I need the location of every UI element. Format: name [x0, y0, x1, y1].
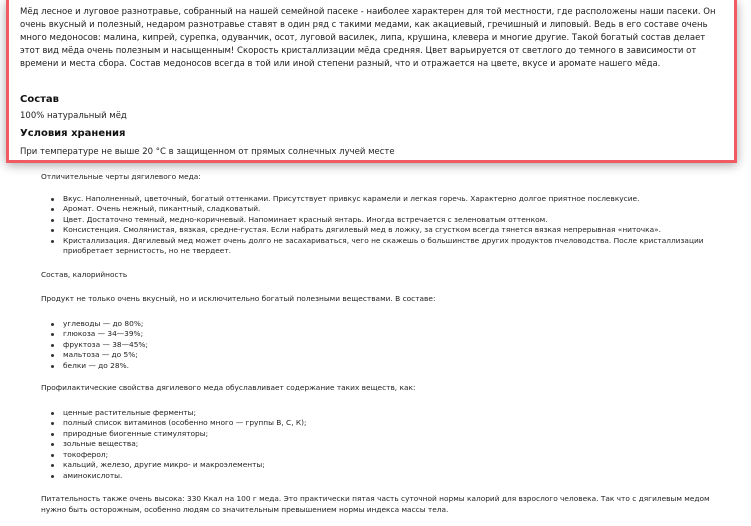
list-item: кальций, железо, другие микро- и макроэлементы; — [63, 460, 731, 471]
composition-text: 100% натуральный мёд — [20, 111, 127, 121]
nutrition-text: Питательность также очень высока: 330 Ккал на 100 г меда. Это практически пятая часть суточной нормы калорий для взрослого человека. Так что с дягилевым медом нужно быть осторожным, особенно людям со значительным превышением нормы индекса массы тела. — [41, 494, 710, 514]
list-item: ценные растительные ферменты; — [63, 408, 731, 419]
list-item: глюкоза — 34—39%; — [63, 329, 731, 340]
list-item: токоферол; — [63, 450, 731, 461]
list-item: фруктоза — 38—45%; — [63, 340, 731, 351]
list-item: Аромат. Очень нежный, пикантный, сладковатый. — [63, 204, 731, 215]
product-description-card — [6, 0, 737, 163]
features-title: Отличительные черты дягилевого меда: — [41, 172, 201, 181]
product-intro-text: Мёд лесное и луговое разнотравье, собранный на нашей семейной пасеке - наиболее характерен для той местности, где расположены наши пасеки. Он очень вкусный и полезный, недаром разнотравье ставят в один ряд с такими медами, как акациевый, гречишный и липовый. Ведь в его составе очень много медоносов: малина, кипрей, сурепка, одуванчик, осот, луговой василек, липа, крушина, клевера и многие другие. Такой богатый состав делает этот вид мёда очень полезным и насыщенным! Скорость кристаллизации мёда средняя. Цвет варьируется от светлого до темного в зависимости от времени и места сбора. Состав медоносов всегда в той или иной степени разный, что и отражается на цвете, вкусе и аромате нашего мёда. — [20, 7, 716, 69]
calories-title: Состав, калорийность — [41, 269, 128, 279]
list-item: мальтоза — до 5%; — [63, 350, 731, 361]
article-body — [41, 172, 731, 515]
features-list — [41, 194, 731, 257]
list-item: Цвет. Достаточно темный, медно-коричневый. Напоминает красный янтарь. Иногда встречается с зеленоватым оттенком. — [63, 215, 731, 226]
list-item: Вкус. Наполненный, цветочный, богатый оттенками. Присутствует привкус карамели и легкая горечь. Характерно долгое приятное послевкусие. — [63, 194, 731, 205]
list-item: белки — до 28%. — [63, 361, 731, 372]
composition-heading: Состав — [20, 94, 60, 105]
list-item: природные биогенные стимуляторы; — [63, 429, 731, 440]
list-item: аминокислоты. — [63, 471, 731, 482]
substances-list — [41, 408, 731, 482]
list-item: полный список витаминов (особенно много — группы В, С, К); — [63, 418, 731, 429]
list-item: зольные вещества; — [63, 439, 731, 450]
list-item: Консистенция. Смолянистая, вязкая, средне-густая. Если набрать дягилевый мед в ложку, за сгустком всегда тянется вязкая непрерывная «ниточка». — [63, 225, 731, 236]
list-item: Кристаллизация. Дягилевый мед может очень долго не засахариваться, чего не скажешь о большинстве других продуктов пчеловодства. После кристаллизации приобретает зернистость, но не твердеет. — [63, 236, 731, 257]
storage-text: При температуре не выше 20 °С в защищенном от прямых солнечных лучей месте — [20, 147, 395, 157]
nutrients-list — [41, 319, 731, 372]
prophylactic-intro: Профилактические свойства дягилевого меда обуславливает содержание таких веществ, как: — [41, 383, 416, 392]
list-item: углеводы — до 80%; — [63, 319, 731, 330]
storage-heading: Условия хранения — [20, 128, 126, 139]
nutrients-intro: Продукт не только очень вкусный, но и исключительно богатый полезными веществами. В составе: — [41, 294, 436, 303]
